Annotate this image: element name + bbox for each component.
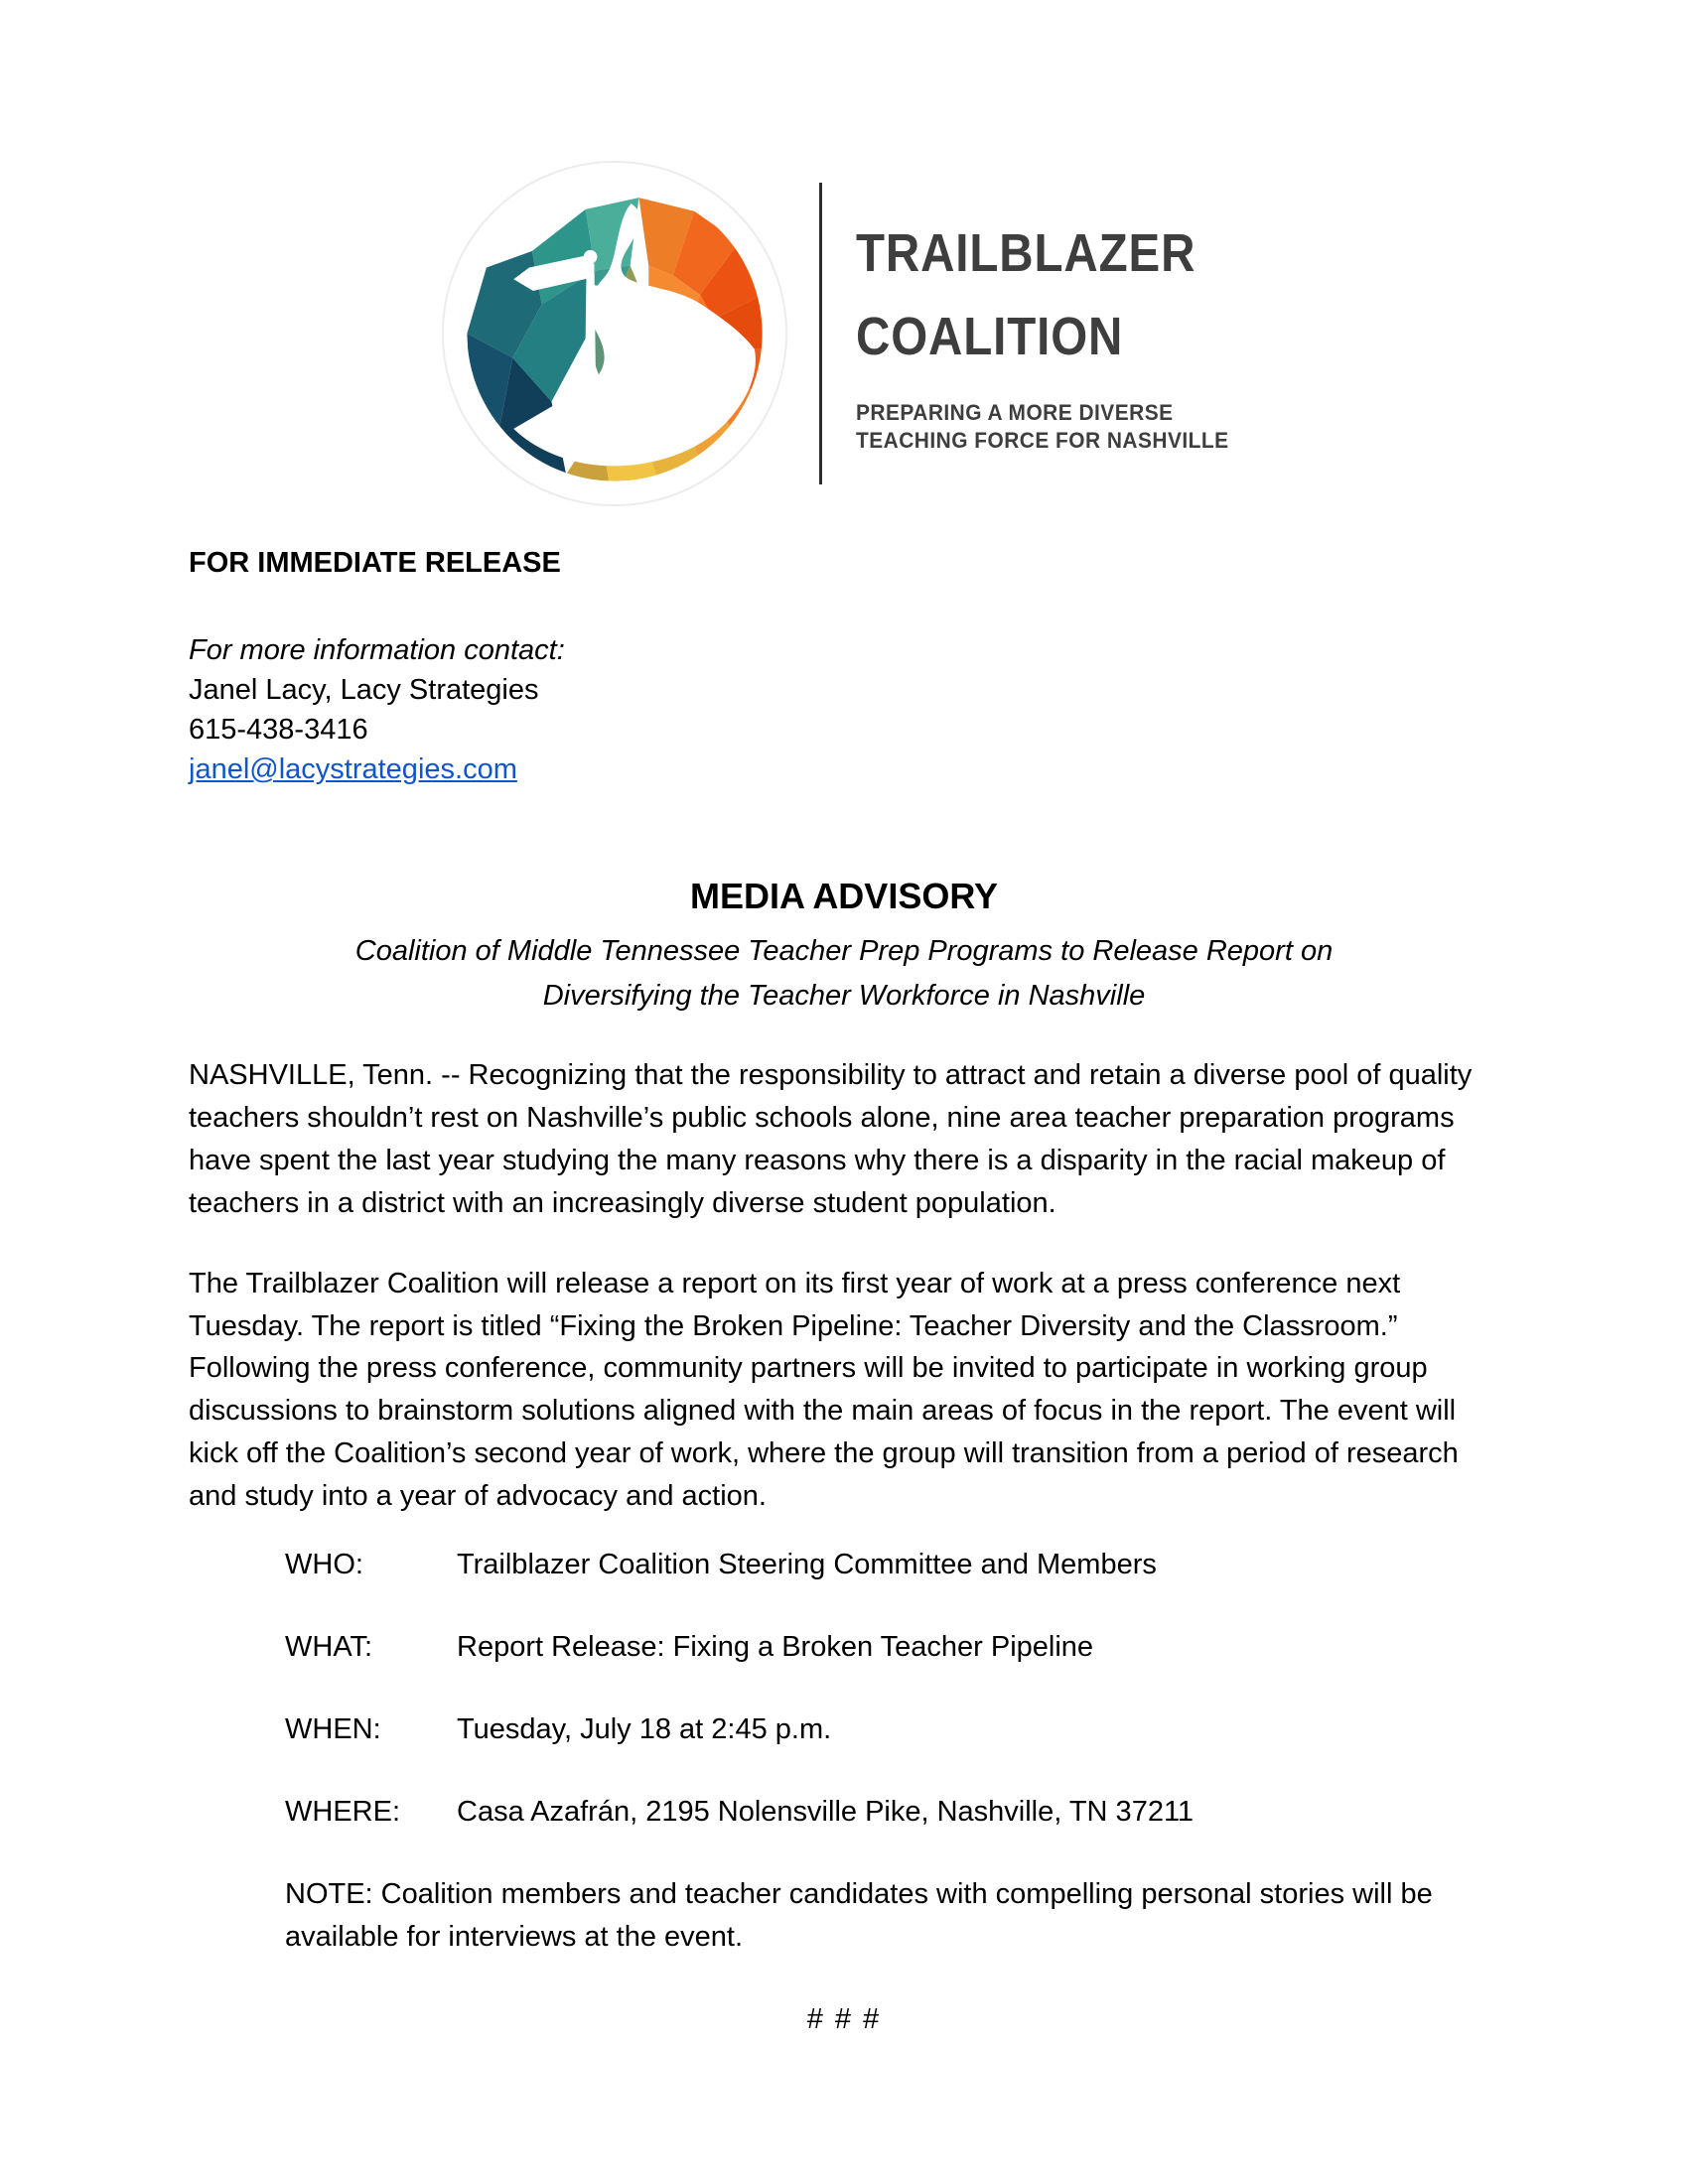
detail-row-who <box>189 1544 1499 1586</box>
detail-value: Report Release: Fixing a Broken Teacher Pipeline <box>457 1631 1094 1663</box>
detail-row-when <box>189 1708 1499 1751</box>
contact-intro: For more information contact: <box>189 633 565 666</box>
detail-row-where <box>189 1791 1499 1834</box>
body-paragraph: NASHVILLE, Tenn. -- Recognizing that the responsibility to attract and retain a diverse pool of quality teachers shouldn’t rest on Nashville’s public schools alone, nine area teacher preparation programs have spent the last year studying the many reasons why there is a disparity in the racial makeup of teachers in a district with an increasingly diverse student population. <box>189 1059 1473 1219</box>
brand-title <box>856 212 1248 378</box>
masthead-divider <box>819 183 822 484</box>
brand-tagline-line2: TEACHING FORCE FOR NASHVILLE <box>855 427 1229 453</box>
brand-block <box>856 212 1248 454</box>
detail-label: WHEN: <box>285 1712 381 1745</box>
brand-tagline-line1: PREPARING A MORE DIVERSE <box>855 399 1174 425</box>
advisory-subtitle-line1: Coalition of Middle Tennessee Teacher Prep Programs to Release Report on <box>354 935 1334 968</box>
detail-value: Trailblazer Coalition Steering Committee and Members <box>457 1549 1157 1581</box>
advisory-title: MEDIA ADVISORY <box>689 875 999 916</box>
detail-label: WHAT: <box>285 1631 373 1663</box>
note-paragraph: NOTE: Coalition members and teacher candidates with compelling personal stories will be available for interviews at the event. <box>285 1877 1433 1953</box>
brand-tagline <box>856 399 1248 455</box>
detail-label: WHO: <box>285 1549 363 1581</box>
coalition-logo-icon <box>440 159 789 508</box>
brand-title-line2: COALITION <box>855 307 1124 367</box>
masthead <box>0 159 1688 508</box>
contact-name: Janel Lacy, Lacy Strategies <box>189 673 539 706</box>
detail-row-what <box>189 1626 1499 1669</box>
detail-value: Casa Azafrán, 2195 Nolensville Pike, Nashville, TN 37211 <box>457 1795 1195 1828</box>
brand-title-line1: TRAILBLAZER <box>855 223 1196 284</box>
body-paragraph: The Trailblazer Coalition will release a report on its first year of work at a press conference next Tuesday. The report is titled “Fixing the Broken Pipeline: Teacher Diversity and the Classroom.” Following the press conference, community partners will be invited to participate in working group discussions to brainstorm solutions aligned with the main areas of focus in the report. The event will kick off the Coalition’s second year of work, where the group will transition from a period of research and study into a year of advocacy and action. <box>189 1267 1459 1513</box>
end-mark: # # # <box>806 2002 882 2035</box>
release-label: FOR IMMEDIATE RELEASE <box>189 547 561 579</box>
detail-label: WHERE: <box>285 1795 400 1828</box>
contact-email-link[interactable]: janel@lacystrategies.com <box>189 752 517 785</box>
document-body <box>0 542 1688 2040</box>
contact-phone: 615-438-3416 <box>189 713 368 746</box>
event-details <box>189 1544 1499 1834</box>
advisory-subtitle-line2: Diversifying the Teacher Workforce in Nashville <box>542 980 1146 1013</box>
detail-value: Tuesday, July 18 at 2:45 p.m. <box>457 1712 832 1745</box>
contact-block <box>189 630 1499 789</box>
advisory-subtitle <box>189 929 1499 1019</box>
